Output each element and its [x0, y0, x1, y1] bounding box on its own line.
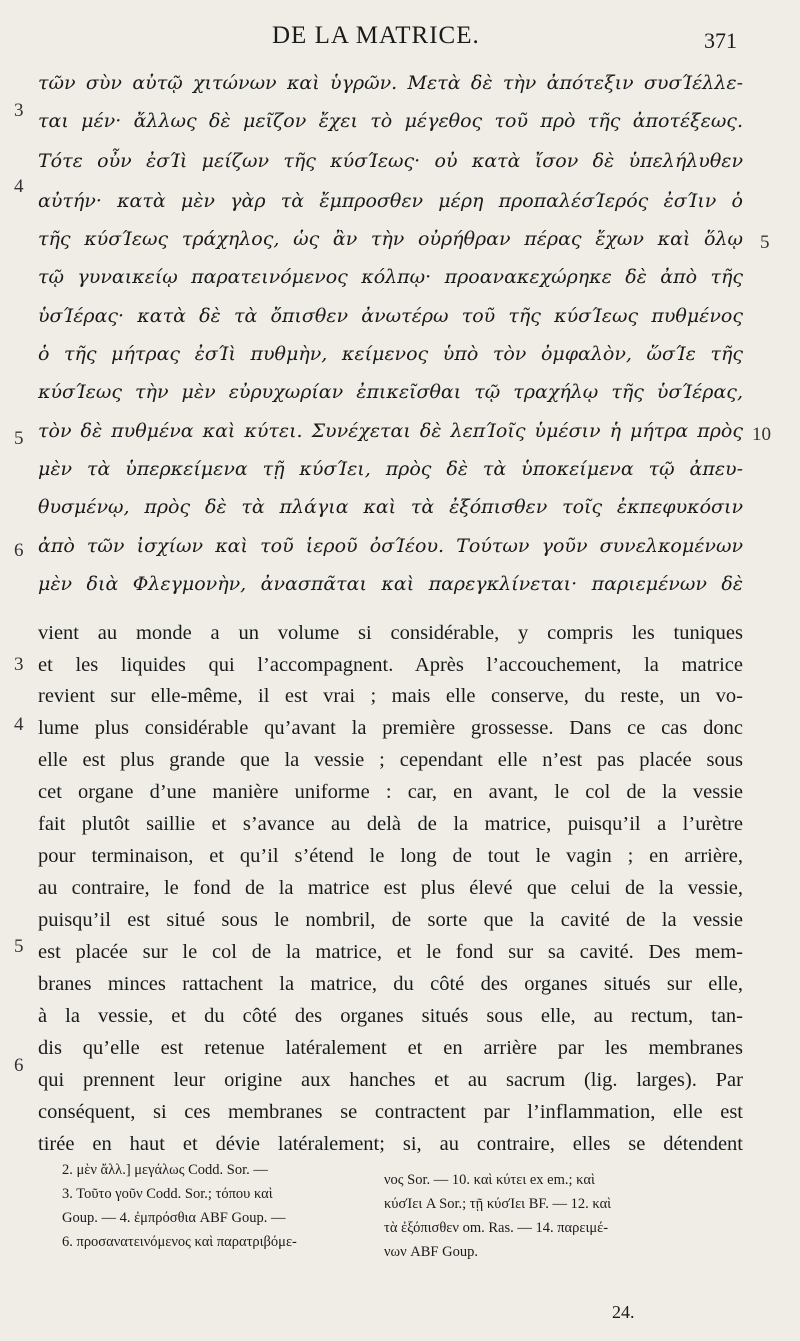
running-title: DE LA MATRICE.	[272, 22, 480, 49]
greek-margin-number: 3	[14, 100, 24, 121]
footnote-line: τὰ ἐξόπισθεν om. Ras. — 14. παρειμέ-	[384, 1220, 609, 1236]
footnote-line: κύσΊει A Sor.; τῇ κύσΊει BF. — 12. καὶ	[384, 1196, 612, 1212]
footnote-line: νος Sor. — 10. καὶ κύτει ex em.; καὶ	[384, 1172, 595, 1188]
french-margin-number: 5	[14, 936, 24, 957]
greek-margin-number: 4	[14, 176, 24, 197]
french-line: tirée en haut et dévie latéralement; si, au contraire, elles se détendent	[38, 1133, 743, 1155]
greek-line: τῷ γυναικείῳ παρατεινόμενος κόλπῳ· προανακεχώρηκε δὲ ἀπὸ τῆς	[38, 266, 743, 288]
french-line: est placée sur le col de la matrice, et le fond sur sa cavité. Des mem-	[38, 941, 743, 963]
greek-margin-number: 6	[14, 540, 24, 561]
french-line: au contraire, le fond de la matrice est plus élevé que celui de la vessie,	[38, 877, 743, 899]
french-line: à la vessie, et du côté des organes situés sous elle, au rectum, tan-	[38, 1005, 743, 1027]
footnote-line: 3. Τοῦτο γοῦν Codd. Sor.; τόπου καὶ	[62, 1186, 273, 1202]
french-line: dis qu’elle est retenue latéralement et en arrière par les membranes	[38, 1037, 743, 1059]
footnote-line: 2. μὲν ἄλλ.] μεγάλως Codd. Sor. —	[62, 1162, 268, 1178]
page-number: 371	[704, 28, 737, 53]
footnote-line: νων ABF Goup.	[384, 1244, 478, 1260]
footnote-line: Goup. — 4. ἐμπρόσθια ABF Goup. —	[62, 1210, 286, 1226]
french-line: lume plus considérable qu’avant la première grossesse. Dans ce cas donc	[38, 717, 743, 739]
footnote-line: 6. προσανατεινόμενος καὶ παρατριβόμε-	[62, 1234, 297, 1250]
greek-line: μὲν τὰ ὑπερκείμενα τῇ κύσΊει, πρὸς δὲ τὰ ὑποκείμενα τῷ ἀπευ-	[38, 458, 743, 480]
french-line: pour terminaison, et qu’il s’étend le long de tout le vagin ; en arrière,	[38, 845, 743, 867]
french-line: revient sur elle-même, il est vrai ; mais elle conserve, du reste, un vo-	[38, 685, 743, 707]
french-line: vient au monde a un volume si considérable, y compris les tuniques	[38, 622, 743, 644]
french-margin-number: 4	[14, 714, 24, 735]
greek-line: ἀπὸ τῶν ἰσχίων καὶ τοῦ ἱεροῦ ὀσΊέου. Τούτων γοῦν συνελκομένων	[38, 535, 743, 557]
french-line: qui prennent leur origine aux hanches et au sacrum (lig. larges). Par	[38, 1069, 743, 1091]
french-line: fait plutôt saillie et s’avance au delà de la matrice, puisqu’il a l’urètre	[38, 813, 743, 835]
greek-line: τὸν δὲ πυθμένα καὶ κύτει. Συνέχεται δὲ λεπΊοῖς ὑμέσιν ἡ μήτρα πρὸς	[38, 420, 743, 442]
greek-line: ται μέν· ἄλλως δὲ μεῖζον ἔχει τὸ μέγεθος τοῦ πρὸ τῆς ἀποτέξεως.	[38, 110, 743, 132]
greek-line: Τότε οὖν ἐσΊὶ μείζων τῆς κύσΊεως· οὐ κατὰ ἴσον δὲ ὑπελήλυθεν	[38, 150, 743, 172]
greek-line: ὁ τῆς μήτρας ἐσΊὶ πυθμὴν, κείμενος ὑπὸ τὸν ὀμφαλὸν, ὥσΊε τῆς	[38, 343, 743, 365]
greek-line: κύσΊεως τὴν μὲν εὐρυχωρίαν ἐπικεῖσθαι τῷ τραχήλῳ τῆς ὑσΊέρας,	[38, 381, 743, 403]
greek-line: ὑσΊέρας· κατὰ δὲ τὰ ὄπισθεν ἀνωτέρω τοῦ τῆς κύσΊεως πυθμένος	[38, 305, 743, 327]
footnotes-left-column	[62, 1158, 392, 1254]
french-line: conséquent, si ces membranes se contractent par l’inflammation, elle est	[38, 1101, 743, 1123]
french-line: branes minces rattachent la matrice, du côté des organes situés sur elle,	[38, 973, 743, 995]
french-margin-number: 6	[14, 1055, 24, 1076]
footnotes-right-column	[384, 1168, 714, 1264]
french-line: puisqu’il est situé sous le nombril, de sorte que la cavité de la vessie	[38, 909, 743, 931]
greek-line-number: 10	[752, 424, 771, 445]
french-line: et les liquides qui l’accompagnent. Après l’accouchement, la matrice	[38, 654, 743, 676]
french-line: cet organe d’une manière uniforme : car, en avant, le col de la vessie	[38, 781, 743, 803]
signature-mark: 24.	[612, 1302, 635, 1322]
greek-line: μὲν διὰ Φλεγμονὴν, ἀνασπᾶται καὶ παρεγκλίνεται· παριεμένων δὲ	[38, 573, 743, 595]
french-margin-number: 3	[14, 654, 24, 675]
greek-line: τῆς κύσΊεως τράχηλος, ὡς ἂν τὴν οὐρήθραν πέρας ἔχων καὶ ὅλῳ	[38, 228, 743, 250]
greek-line: θυσμένῳ, πρὸς δὲ τὰ πλάγια καὶ τὰ ἐξόπισθεν τοῖς ἐκπεφυκόσιν	[38, 496, 743, 518]
greek-line-number: 5	[760, 232, 770, 253]
greek-line: τῶν σὺν αὐτῷ χιτώνων καὶ ὑγρῶν. Μετὰ δὲ τὴν ἀπότεξιν συσΊέλλε-	[38, 72, 743, 94]
french-line: elle est plus grande que la vessie ; cependant elle n’est pas placée sous	[38, 749, 743, 771]
greek-line: αὐτήν· κατὰ μὲν γὰρ τὰ ἔμπροσθεν μέρη προπαλέσΊερός ἐσΊιν ὁ	[38, 190, 743, 212]
greek-margin-number: 5	[14, 428, 24, 449]
